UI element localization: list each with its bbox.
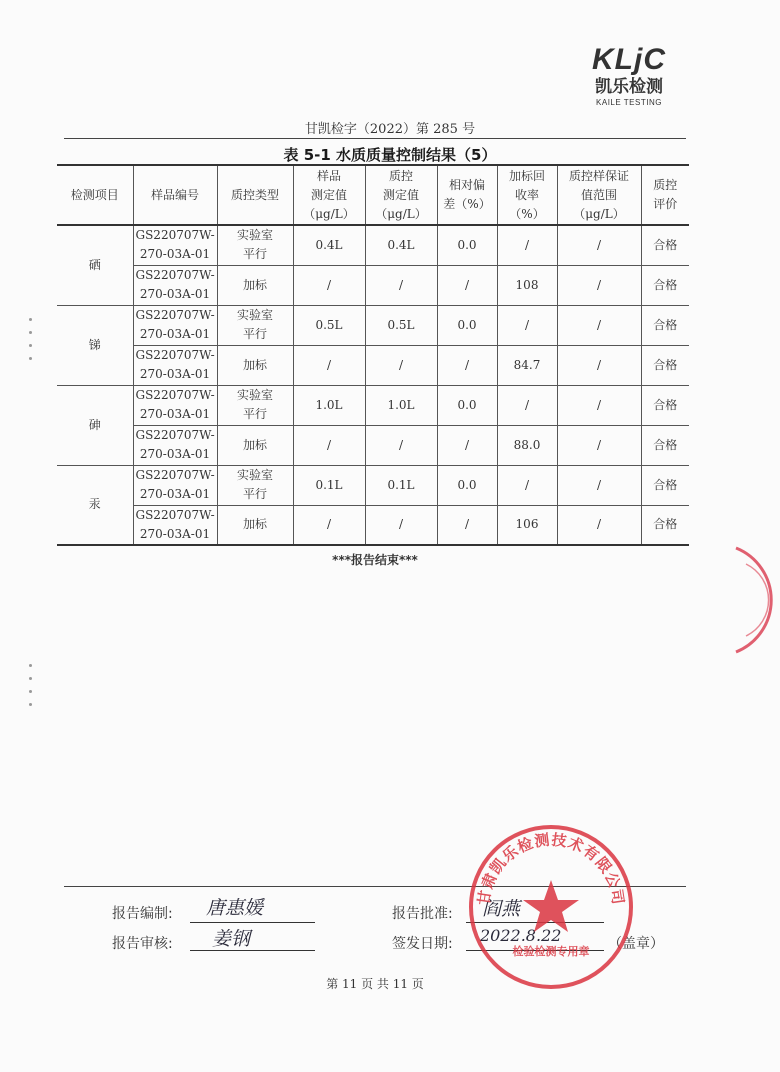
- qc-range-cell: /: [557, 425, 641, 465]
- qc-type-cell: [217, 345, 293, 385]
- qc-type-cell: [217, 305, 293, 345]
- table-row: [57, 305, 689, 345]
- qc-type-cell: [217, 265, 293, 305]
- sample-id-cell: [133, 385, 217, 425]
- table-row: [57, 425, 689, 465]
- column-header-line: 质控: [653, 178, 678, 192]
- column-header: [557, 165, 641, 225]
- logo-mark: KLjC: [592, 43, 666, 76]
- qc-type-cell: [217, 385, 293, 425]
- sample-id-cell: [133, 345, 217, 385]
- qc-evaluation-cell: 合格: [641, 425, 689, 465]
- qc-range-cell: /: [557, 385, 641, 425]
- approved-by-label: 报告批准:: [392, 906, 453, 922]
- sample-value-cell: 0.4L: [293, 225, 365, 265]
- qc-type-cell-line: 实验室: [236, 308, 273, 322]
- column-header: [293, 165, 365, 225]
- reviewed-by-line: [190, 950, 315, 951]
- document-number: 甘凯检字（2022）第 285 号: [304, 122, 476, 137]
- qc-evaluation-cell: 合格: [641, 465, 689, 505]
- test-item-cell: 锑: [57, 305, 133, 385]
- reviewed-by-label: 报告审核:: [112, 936, 173, 952]
- approved-by-signature: 阎燕: [482, 898, 521, 920]
- test-item-cell: 硒: [57, 225, 133, 305]
- column-header-line: 检测项目: [70, 187, 119, 202]
- qc-evaluation-cell: 合格: [641, 505, 689, 545]
- recovery-rate-cell: /: [497, 225, 557, 265]
- qc-evaluation-cell: 合格: [641, 225, 689, 265]
- sample-value-cell: 0.1L: [293, 465, 365, 505]
- table-row: [57, 225, 689, 265]
- recovery-rate-cell: /: [497, 385, 557, 425]
- seal-ring-text: 甘肃凯乐检测技术有限公司: [474, 830, 628, 907]
- column-header-line: （%）: [509, 206, 545, 221]
- recovery-rate-cell: /: [497, 305, 557, 345]
- qc-type-cell: [217, 465, 293, 505]
- logo-english-name: KAILE TESTING: [596, 98, 662, 107]
- qc-type-cell-line: 加标: [242, 517, 267, 532]
- qc-range-cell: /: [557, 345, 641, 385]
- reviewed-by-signature: 姜钢: [212, 928, 251, 950]
- logo-chinese-name: 凯乐检测: [595, 77, 663, 97]
- compiled-by-signature: 唐惠媛: [206, 897, 264, 919]
- relative-deviation-cell: /: [437, 345, 497, 385]
- qc-value-cell: /: [365, 505, 437, 545]
- column-header: [217, 165, 293, 225]
- relative-deviation-cell: 0.0: [437, 465, 497, 505]
- qc-evaluation-cell: 合格: [641, 345, 689, 385]
- sample-id-cell: [133, 505, 217, 545]
- column-header-line: 样品编号: [150, 187, 199, 202]
- table-row: [57, 465, 689, 505]
- qc-evaluation-cell: 合格: [641, 305, 689, 345]
- compiled-by-label: 报告编制:: [112, 906, 173, 922]
- qc-value-cell: /: [365, 265, 437, 305]
- sample-id-cell-line: GS220707W-: [135, 468, 215, 482]
- qc-range-cell: /: [557, 465, 641, 505]
- qc-value-cell: 0.1L: [365, 465, 437, 505]
- sample-id-cell-line: 270-03A-01: [139, 327, 211, 341]
- issue-date-value: 2022.8.22: [480, 926, 562, 945]
- qc-range-cell: /: [557, 305, 641, 345]
- sample-id-cell-line: 270-03A-01: [139, 526, 211, 541]
- relative-deviation-cell: /: [437, 425, 497, 465]
- qc-type-cell-line: 实验室: [236, 388, 273, 402]
- sample-id-cell-line: GS220707W-: [135, 268, 215, 282]
- column-header: [365, 165, 437, 225]
- column-header-line: 相对偏: [448, 178, 485, 192]
- relative-deviation-cell: /: [437, 265, 497, 305]
- table-title: 表 5-1 水质质量控制结果（5）: [283, 146, 497, 164]
- qc-type-cell: [217, 425, 293, 465]
- qc-value-cell: 0.5L: [365, 305, 437, 345]
- relative-deviation-cell: /: [437, 505, 497, 545]
- table-row: [57, 265, 689, 305]
- column-header-line: 样品: [316, 168, 341, 183]
- sample-id-cell-line: GS220707W-: [135, 388, 215, 402]
- column-header: [641, 165, 689, 225]
- table-body: [57, 225, 689, 545]
- qc-type-cell-line: 平行: [242, 487, 267, 501]
- sample-id-cell-line: GS220707W-: [135, 428, 215, 442]
- sample-id-cell: [133, 305, 217, 345]
- official-company-seal: [466, 822, 636, 992]
- page-number: 第 11 页 共 11 页: [326, 977, 424, 991]
- column-header-line: （μg/L）: [303, 206, 355, 221]
- relative-deviation-cell: 0.0: [437, 225, 497, 265]
- qc-value-cell: /: [365, 345, 437, 385]
- qc-type-cell-line: 实验室: [236, 228, 273, 243]
- recovery-rate-cell: 106: [497, 505, 557, 545]
- qc-type-cell-line: 平行: [242, 407, 267, 421]
- table-row: [57, 505, 689, 545]
- qc-type-cell-line: 加标: [242, 277, 267, 292]
- column-header-line: 质控样保证: [568, 168, 629, 183]
- column-header-line: 收率: [514, 187, 539, 202]
- column-header: [497, 165, 557, 225]
- qc-range-cell: /: [557, 225, 641, 265]
- test-item-cell: 汞: [57, 465, 133, 545]
- qc-type-cell-line: 平行: [242, 327, 267, 341]
- recovery-rate-cell: 88.0: [497, 425, 557, 465]
- sample-id-cell-line: 270-03A-01: [139, 287, 211, 301]
- qc-type-cell-line: 加标: [242, 357, 267, 372]
- recovery-rate-cell: 108: [497, 265, 557, 305]
- qc-range-cell: /: [557, 265, 641, 305]
- seal-inner-text: 检验检测专用章: [512, 945, 590, 958]
- qc-type-cell: [217, 225, 293, 265]
- sample-id-cell: [133, 225, 217, 265]
- sample-value-cell: /: [293, 505, 365, 545]
- table-header: [57, 165, 689, 225]
- recovery-rate-cell: /: [497, 465, 557, 505]
- table-row: [57, 385, 689, 425]
- qc-value-cell: 1.0L: [365, 385, 437, 425]
- recovery-rate-cell: 84.7: [497, 345, 557, 385]
- sample-value-cell: /: [293, 425, 365, 465]
- sample-id-cell-line: GS220707W-: [135, 507, 215, 522]
- qc-range-cell: /: [557, 505, 641, 545]
- test-item-cell: 砷: [57, 385, 133, 465]
- sample-id-cell-line: 270-03A-01: [139, 407, 211, 421]
- sample-value-cell: /: [293, 265, 365, 305]
- sample-value-cell: /: [293, 345, 365, 385]
- column-header-line: 加标回: [508, 168, 545, 183]
- qc-results-table: [57, 164, 689, 546]
- column-header-line: 值范围: [580, 187, 617, 202]
- column-header-line: 质控类型: [230, 187, 279, 202]
- binding-dots-top: [27, 318, 35, 370]
- column-header-line: 差（%）: [443, 197, 491, 211]
- report-end-note: ***报告结束***: [332, 553, 418, 567]
- sample-id-cell-line: 270-03A-01: [139, 367, 211, 381]
- column-header: [57, 165, 133, 225]
- sample-value-cell: 0.5L: [293, 305, 365, 345]
- company-logo: [574, 44, 684, 107]
- relative-deviation-cell: 0.0: [437, 385, 497, 425]
- issue-date-label: 签发日期:: [392, 936, 453, 952]
- qc-type-cell-line: 实验室: [236, 468, 273, 482]
- qc-value-cell: 0.4L: [365, 225, 437, 265]
- sample-id-cell-line: GS220707W-: [135, 348, 215, 362]
- column-header-line: （μg/L）: [375, 206, 427, 221]
- column-header-line: 测定值: [382, 187, 419, 202]
- qc-type-cell: [217, 505, 293, 545]
- qc-type-cell-line: 平行: [242, 247, 267, 262]
- sample-id-cell-line: GS220707W-: [135, 228, 215, 243]
- sample-id-cell: [133, 465, 217, 505]
- column-header: [437, 165, 497, 225]
- column-header-line: 测定值: [310, 187, 347, 202]
- qc-evaluation-cell: 合格: [641, 385, 689, 425]
- qc-evaluation-cell: 合格: [641, 265, 689, 305]
- header-row: [57, 165, 689, 225]
- sample-id-cell-line: GS220707W-: [135, 308, 215, 322]
- sample-id-cell-line: 270-03A-01: [139, 447, 211, 461]
- qc-type-cell-line: 加标: [242, 437, 267, 452]
- column-header-line: 评价: [653, 197, 678, 211]
- qc-value-cell: /: [365, 425, 437, 465]
- sample-value-cell: 1.0L: [293, 385, 365, 425]
- compiled-by-line: [190, 922, 315, 923]
- edge-seal-fragment: [722, 540, 780, 660]
- sample-id-cell-line: 270-03A-01: [139, 247, 211, 262]
- seal-note: （盖章）: [608, 936, 664, 952]
- sample-id-cell: [133, 425, 217, 465]
- seal-star-icon: [523, 880, 579, 932]
- column-header: [133, 165, 217, 225]
- binding-dots-bottom: [27, 664, 35, 716]
- column-header-line: （μg/L）: [573, 206, 625, 221]
- relative-deviation-cell: 0.0: [437, 305, 497, 345]
- table-row: [57, 345, 689, 385]
- header-divider: [64, 138, 686, 139]
- sample-id-cell-line: 270-03A-01: [139, 487, 211, 501]
- column-header-line: 质控: [388, 168, 413, 183]
- sample-id-cell: [133, 265, 217, 305]
